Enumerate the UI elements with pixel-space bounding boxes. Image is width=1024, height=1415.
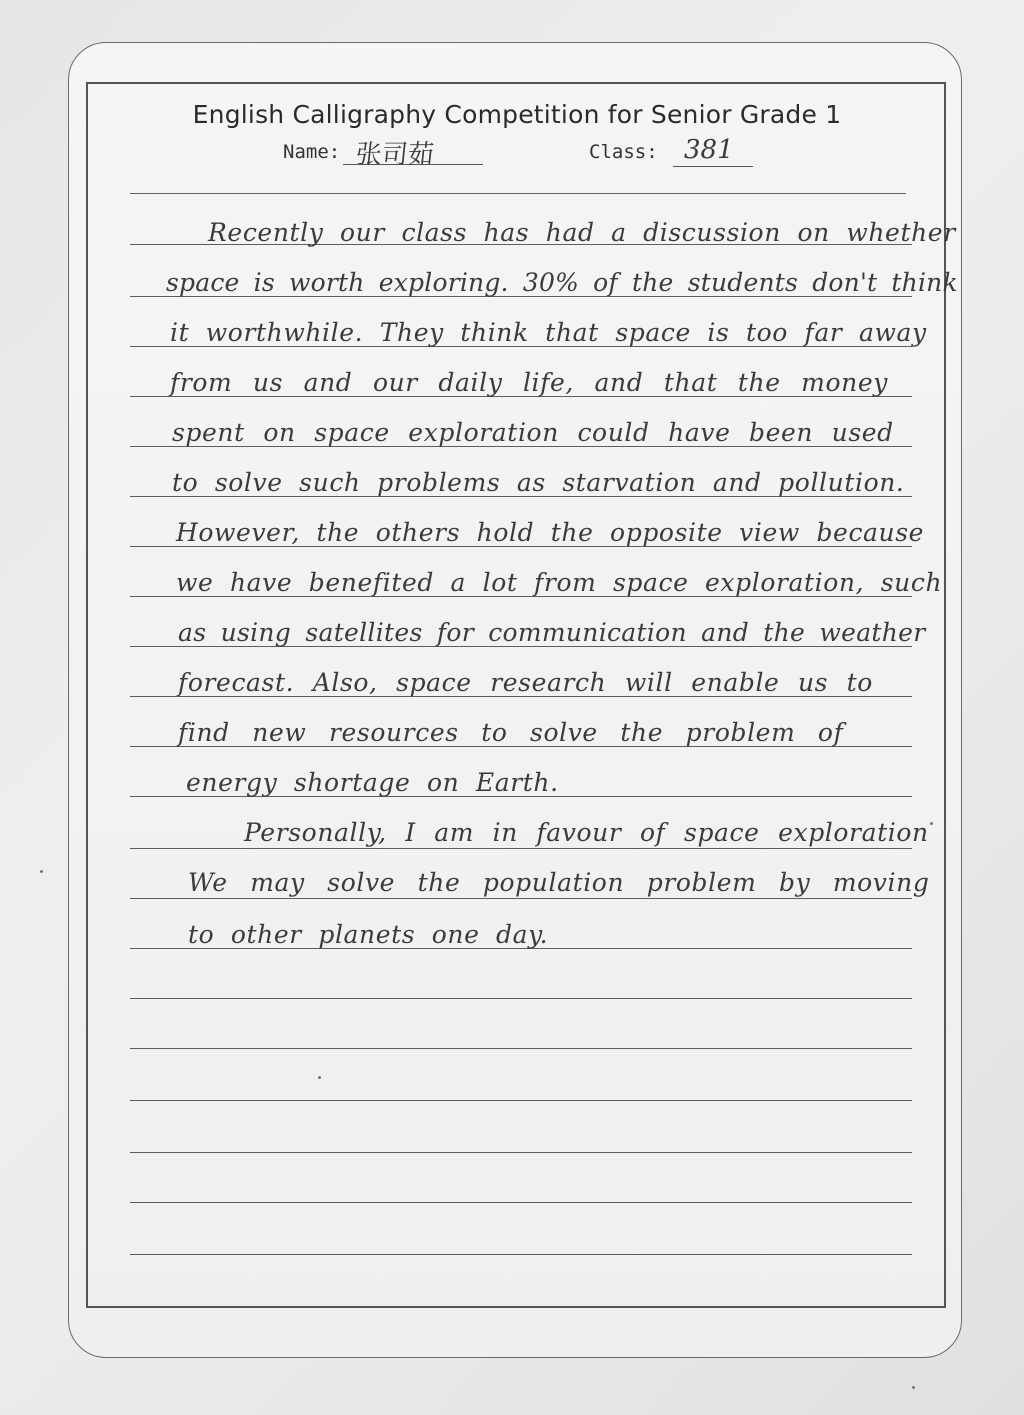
page-title: English Calligraphy Competition for Senior Grade 1 xyxy=(192,100,842,129)
class-label: Class: xyxy=(589,141,658,163)
ruled-line xyxy=(130,1048,912,1049)
essay-line: energy shortage on Earth. xyxy=(186,768,559,797)
essay-line: from us and our daily life, and that the money xyxy=(170,368,888,397)
essay-line: However, the others hold the opposite view because xyxy=(176,518,925,547)
essay-line: Recently our class has had a discussion on whether xyxy=(208,218,956,247)
class-underline xyxy=(673,166,753,167)
essay-line: it worthwhile. They think that space is too far away xyxy=(170,318,927,347)
essay-line: forecast. Also, space research will enable us to xyxy=(178,668,873,697)
paper-speck xyxy=(912,1386,915,1389)
header-divider xyxy=(130,193,906,194)
ruled-line xyxy=(130,1100,912,1101)
class-value: 381 xyxy=(684,135,734,165)
essay-line: We may solve the population problem by moving xyxy=(188,868,930,897)
essay-line: Personally, I am in favour of space exploration xyxy=(244,818,929,847)
essay-line: find new resources to solve the problem of xyxy=(178,718,844,747)
essay-line: space is worth exploring. 30% of the students don't think xyxy=(166,268,958,297)
essay-line: as using satellites for communication and the weather xyxy=(178,618,926,647)
ruled-line xyxy=(130,898,912,899)
ruled-line xyxy=(130,1152,912,1153)
ruled-line xyxy=(130,848,912,849)
ruled-line xyxy=(130,1254,912,1255)
essay-line: we have benefited a lot from space exploration, such xyxy=(176,568,943,597)
paper-speck xyxy=(930,822,933,825)
name-underline xyxy=(343,164,483,165)
name-value: 张司茹 xyxy=(354,140,436,170)
essay-line: spent on space exploration could have been used xyxy=(172,418,894,447)
essay-line: to other planets one day. xyxy=(188,920,549,949)
name-label: Name: xyxy=(283,141,341,163)
paper-speck xyxy=(318,1076,321,1079)
ruled-line xyxy=(130,998,912,999)
essay-line: to solve such problems as starvation and pollution. xyxy=(172,468,905,497)
ruled-line xyxy=(130,1202,912,1203)
paper-speck xyxy=(40,870,43,873)
